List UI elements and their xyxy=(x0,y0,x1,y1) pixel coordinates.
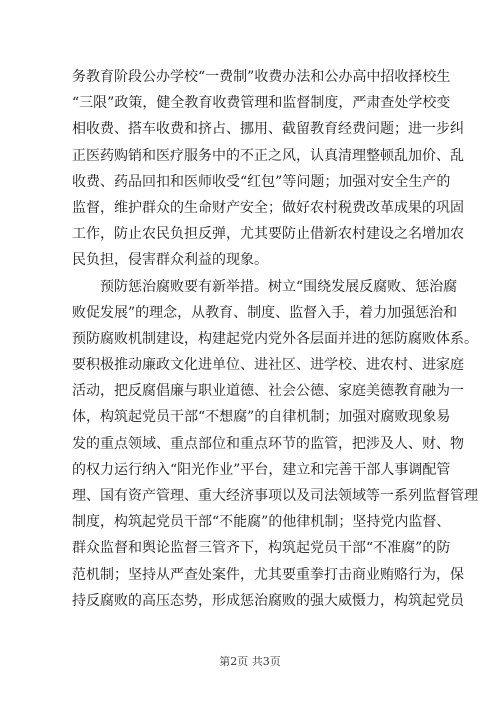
text-line: 民负担，侵害群众利益的现象。 xyxy=(72,252,268,269)
paragraph-1 xyxy=(72,64,464,274)
text-line: 务教育阶段公办学校“一费制”收费办法和公办高中招收择校生 xyxy=(72,69,451,85)
text-line: 工作，防止农民负担反弹，尤其要防止借新农村建设之名增加农 xyxy=(72,226,464,243)
text-line: “三限”政策，健全教育收费管理和监督制度，严肃查处学校变 xyxy=(72,95,451,112)
text-line: 群众监督和舆论监督三管齐下，构筑起党员干部“不准腐”的防 xyxy=(72,540,451,557)
text-line: 理、国有资产管理、重大经济事项以及司法领域等一系列监督管理 xyxy=(72,488,478,504)
text-line: 范机制；坚持从严查处案件，尤其要重拳打击商业贿赂行为，保 xyxy=(72,566,464,583)
paragraph-2 xyxy=(72,274,478,614)
text-line: 要积极推动廉政文化进单位、进社区、进学校、进农村、进家庭 xyxy=(72,357,464,374)
text-line: 的权力运行纳入“阳光作业”平台，建立和完善干部人事调配管 xyxy=(72,461,451,478)
text-line: 预防腐败机制建设，构建起党内党外各层面并进的惩防腐败体系。 xyxy=(72,330,478,347)
text-line: 正医药购销和医疗服务中的不正之风，认真清理整顿乱加价、乱 xyxy=(72,147,464,164)
document-body xyxy=(72,64,478,614)
text-line: 发的重点领域、重点部位和重点环节的监管，把涉及人、财、物 xyxy=(72,435,464,452)
text-line: 活动，把反腐倡廉与职业道德、社会公德、家庭美德教育融为一 xyxy=(72,383,464,400)
page-number-footer: 第2页 共3页 xyxy=(219,655,281,668)
text-line: 败促发展”的理念，从教育、制度、监督入手，着力加强惩治和 xyxy=(72,304,458,321)
text-line: 相收费、搭车收费和挤占、挪用、截留教育经费问题；进一步纠 xyxy=(72,121,464,138)
text-line: 持反腐败的高压态势，形成惩治腐败的强大威慑力，构筑起党员 xyxy=(72,592,464,609)
text-line: 预防惩治腐败要有新举措。树立“围绕发展反腐败、惩治腐 xyxy=(100,278,458,295)
text-line: 监督，维护群众的生命财产安全；做好农村税费改革成果的巩固 xyxy=(72,199,464,216)
text-line: 体，构筑起党员干部“不想腐”的自律机制；加强对腐败现象易 xyxy=(72,409,451,426)
text-line: 收费、药品回扣和医师收受“红包”等问题；加强对安全生产的 xyxy=(72,173,451,190)
text-line: 制度，构筑起党员干部“不能腐”的他律机制；坚持党内监督、 xyxy=(72,514,451,531)
